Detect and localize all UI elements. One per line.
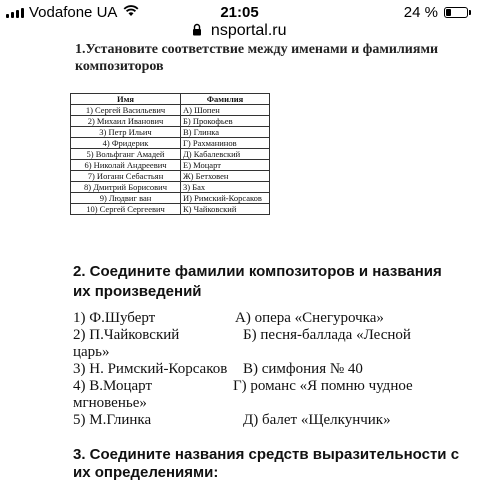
table-cell-name: 10) Сергей Сергеевич (71, 204, 181, 215)
battery-level (446, 9, 451, 16)
composer-item: 3) Н. Римский-Корсаков (73, 361, 228, 377)
url-text: nsportal.ru (210, 22, 287, 39)
question-3-title: 3. Соедините названия средств выразительности с их определениями: (73, 446, 460, 481)
table-row (71, 193, 270, 204)
table-cell-surname: А) Шопен (181, 105, 270, 116)
work-item: А) опера «Снегурочка» (235, 310, 384, 326)
table-row (71, 171, 270, 182)
work-item: Г) романс «Я помню чудное (233, 378, 413, 394)
composer-item: 4) В.Моцарт (73, 378, 153, 394)
table-cell-name: 5) Вольфганг Амадей (71, 149, 181, 160)
table-row (71, 105, 270, 116)
clock: 21:05 (220, 4, 259, 21)
table-row (71, 160, 270, 171)
work-item: В) симфония № 40 (243, 361, 363, 377)
list-item (73, 361, 473, 378)
table-cell-surname: З) Бах (181, 182, 270, 193)
table-cell-surname: Б) Прокофьев (181, 116, 270, 127)
table-cell-surname: Ж) Бетховен (181, 171, 270, 182)
table-row (71, 127, 270, 138)
column-header-name: Имя (71, 94, 181, 105)
battery-cap (469, 10, 471, 15)
battery-icon (444, 7, 468, 18)
table-cell-name: 9) Людвиг ван (71, 193, 181, 204)
table-cell-surname: Г) Рахманинов (181, 138, 270, 149)
table-cell-name: 2) Михаил Иванович (71, 116, 181, 127)
names-surnames-table (70, 93, 270, 215)
table-cell-surname: В) Глинка (181, 127, 270, 138)
question-1-title: 1.Установите соответствие между именами и фамилиями композиторов (75, 42, 439, 74)
table-cell-name: 4) Фридерик (71, 138, 181, 149)
table-row (71, 182, 270, 193)
question-2-list (73, 310, 473, 429)
table-cell-surname: К) Чайковский (181, 204, 270, 215)
table-cell-name: 7) Иоганн Себастьян (71, 171, 181, 182)
table-row (71, 138, 270, 149)
work-item: Д) балет «Щелкунчик» (243, 412, 391, 428)
work-item-continuation: мгновенье» (73, 395, 147, 411)
list-item (73, 327, 473, 344)
table-row (71, 149, 270, 160)
table-cell-name: 1) Сергей Васильевич (71, 105, 181, 116)
table-header-row (71, 94, 270, 105)
table-cell-surname: И) Римский-Корсаков (181, 193, 270, 204)
status-right (404, 4, 471, 21)
table-cell-name: 8) Дмитрий Борисович (71, 182, 181, 193)
list-item (73, 412, 473, 429)
list-item (73, 344, 473, 361)
work-item: Б) песня-баллада «Лесной (243, 327, 411, 343)
work-item-continuation: царь» (73, 344, 110, 360)
list-item (73, 310, 473, 327)
composer-item: 5) М.Глинка (73, 412, 152, 428)
table-cell-name: 3) Петр Ильич (71, 127, 181, 138)
table-row (71, 204, 270, 215)
question-2-title: 2. Соедините фамилии композиторов и названия их произведений (73, 263, 442, 300)
table-cell-name: 6) Николай Андреевич (71, 160, 181, 171)
table-cell-surname: Е) Моцарт (181, 160, 270, 171)
lock-icon (192, 23, 202, 41)
carrier-name: Vodafone UA (29, 4, 118, 21)
composer-item: 1) Ф.Шуберт (73, 310, 156, 326)
battery-percentage: 24 % (403, 4, 438, 21)
table-row (71, 116, 270, 127)
composer-item: 2) П.Чайковский (73, 327, 180, 343)
list-item (73, 378, 473, 395)
column-header-surname: Фамилия (181, 94, 270, 105)
list-item (73, 395, 473, 412)
table-cell-surname: Д) Кабалевский (181, 149, 270, 160)
